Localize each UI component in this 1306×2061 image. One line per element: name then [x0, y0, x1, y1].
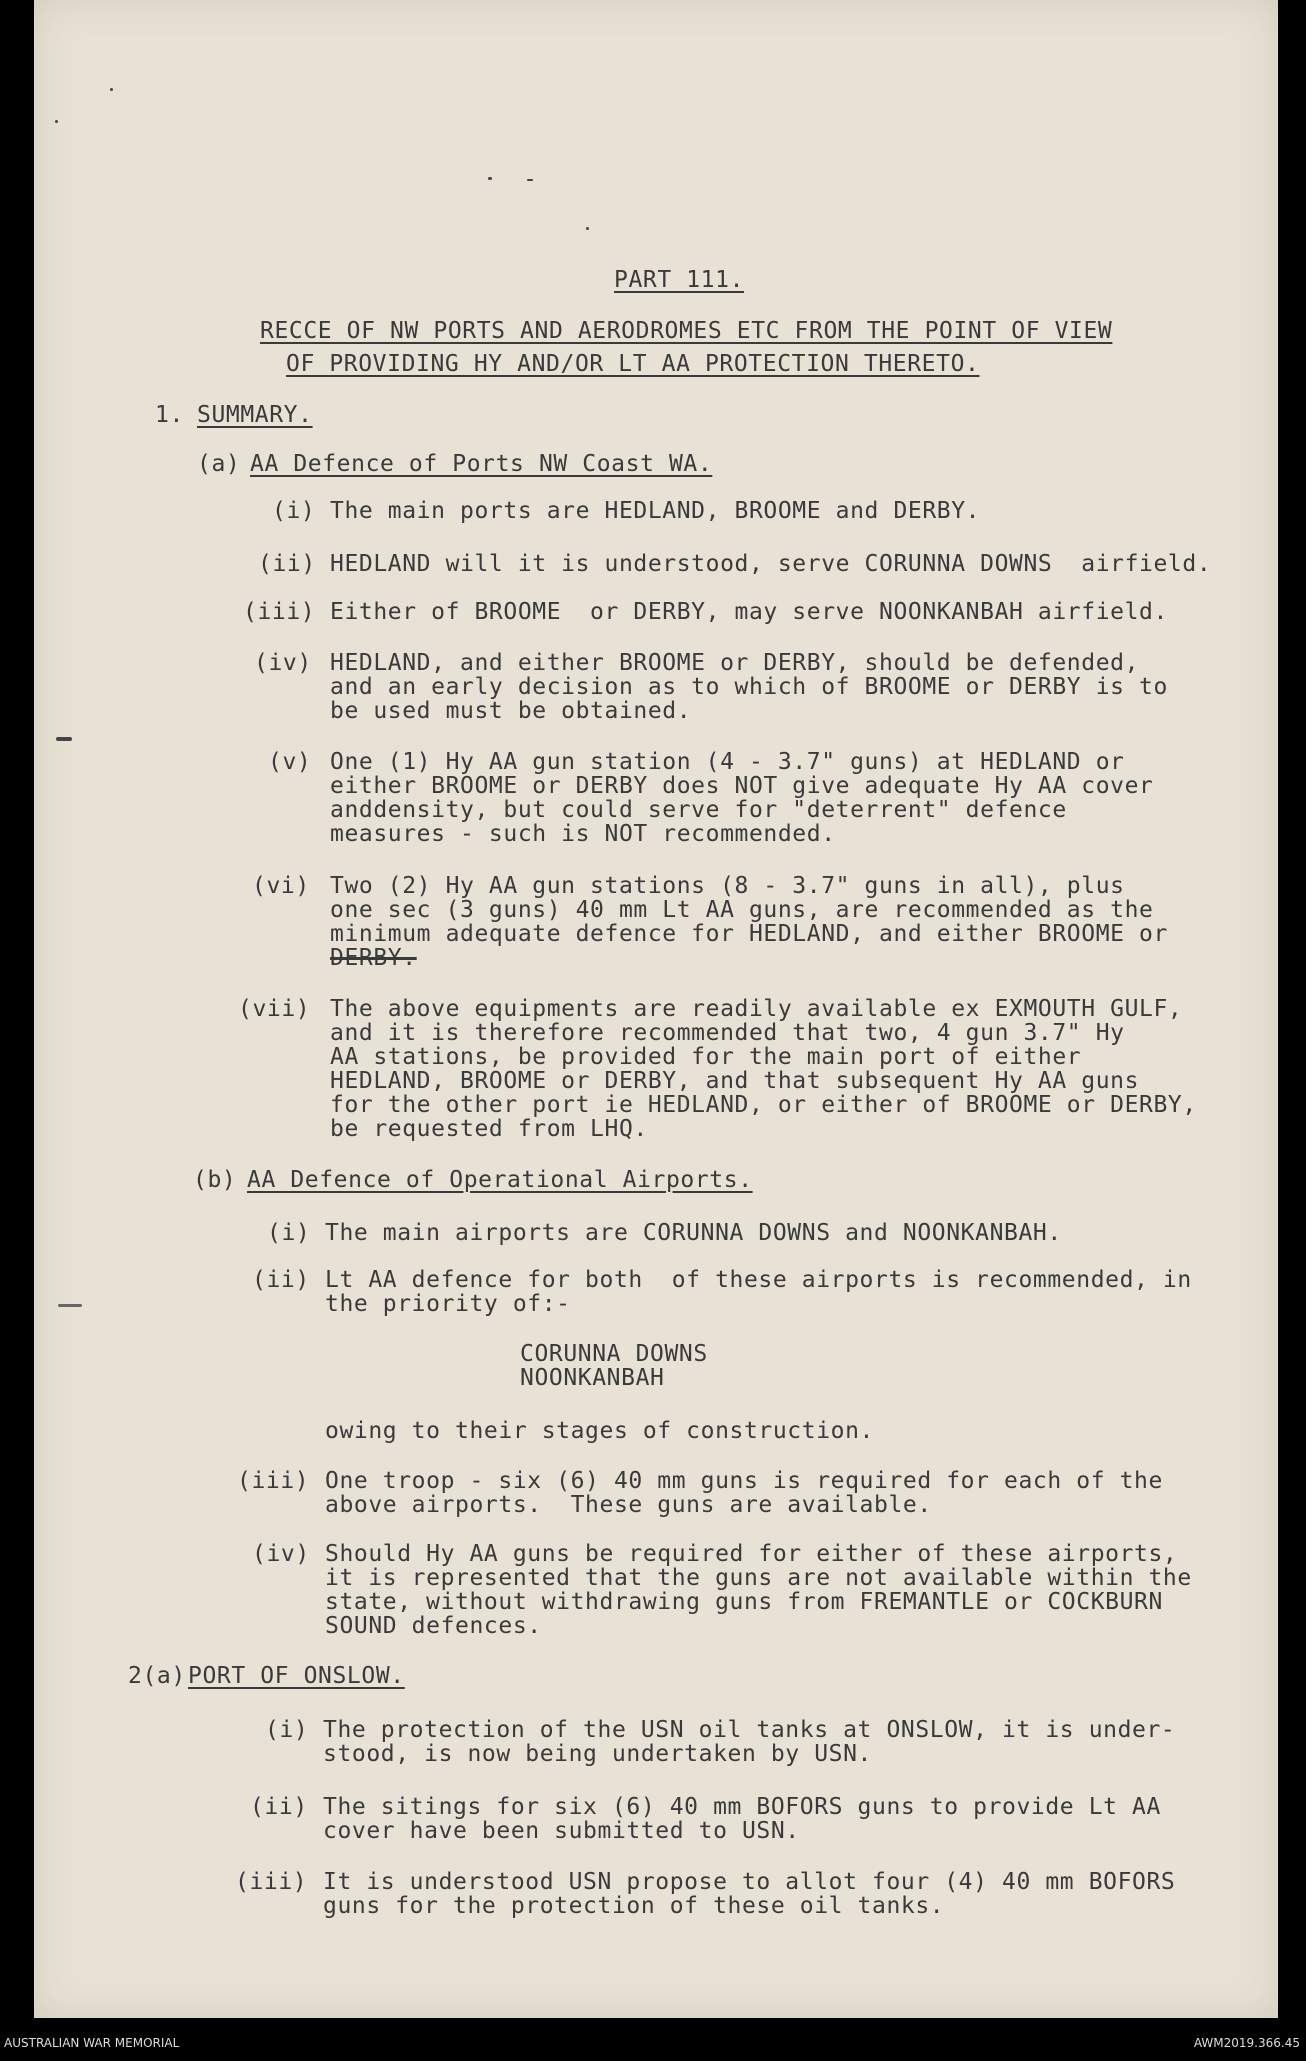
section-1-number: 1. [155, 402, 184, 428]
margin-mark [56, 737, 72, 741]
item-a-vi-line-2: one sec (3 guns) 40 mm Lt AA guns, are recommended as the [330, 897, 1154, 923]
item-a-vi-line-4: DERBY. [330, 945, 417, 971]
item-b-i-text: The main airports are CORUNNA DOWNS and NOONKANBAH. [325, 1220, 1062, 1246]
item-a-vii-line-4: HEDLAND, BROOME or DERBY, and that subsequent Hy AA guns [330, 1068, 1140, 1094]
item-a-v-line-3: anddensity, but could serve for "deterrent" defence [330, 797, 1067, 823]
item-b-iii-number: (iii) [237, 1468, 310, 1494]
margin-mark [58, 1304, 82, 1307]
subsection-b-label: (b) [193, 1167, 237, 1193]
heading-line-2: OF PROVIDING HY AND/OR LT AA PROTECTION THERETO. [286, 351, 980, 377]
subsection-b-title: AA Defence of Operational Airports. [247, 1167, 753, 1193]
item-a-v-number: (v) [268, 749, 312, 775]
airport-list-2: NOONKANBAH [520, 1365, 665, 1391]
item-a-vii-line-5: for the other port ie HEDLAND, or either of BROOME or DERBY, [330, 1092, 1197, 1118]
item-b-ii-line-2: the priority of:- [325, 1291, 571, 1317]
item-2-i-number: (i) [265, 1717, 309, 1743]
footer-reference: AWM2019.366.45 [1193, 2036, 1300, 2050]
item-a-ii-text: HEDLAND will it is understood, serve CORUNNA DOWNS airfield. [330, 551, 1212, 577]
ink-speck [55, 120, 58, 123]
section-1-title: SUMMARY. [197, 402, 313, 428]
ink-speck [488, 177, 492, 180]
item-a-iii-number: (iii) [243, 599, 316, 625]
item-a-vii-line-1: The above equipments are readily available ex EXMOUTH GULF, [330, 996, 1183, 1022]
page-title: PART 111. [614, 267, 745, 293]
item-a-vii-line-6: be requested from LHQ. [330, 1116, 648, 1142]
subsection-a-title: AA Defence of Ports NW Coast WA. [250, 451, 713, 477]
item-2-ii-line-2: cover have been submitted to USN. [323, 1818, 800, 1844]
airport-list-note: owing to their stages of construction. [325, 1418, 874, 1444]
item-a-vii-line-2: and it is therefore recommended that two, 4 gun 3.7" Hy [330, 1020, 1125, 1046]
item-b-iii-line-1: One troop - six (6) 40 mm guns is required for each of the [325, 1468, 1163, 1494]
item-a-vi-number: (vi) [252, 873, 310, 899]
heading-line-1: RECCE OF NW PORTS AND AERODROMES ETC FROM THE POINT OF VIEW [260, 318, 1113, 344]
item-a-vii-line-3: AA stations, be provided for the main port of either [330, 1044, 1082, 1070]
item-b-ii-line-1: Lt AA defence for both of these airports is recommended, in [325, 1267, 1192, 1293]
airport-list-1: CORUNNA DOWNS [520, 1341, 708, 1367]
item-a-vi-line-3: minimum adequate defence for HEDLAND, and either BROOME or [330, 921, 1168, 947]
item-b-i-number: (i) [267, 1220, 311, 1246]
item-2-i-line-2: stood, is now being undertaken by USN. [323, 1741, 872, 1767]
item-a-iv-line-1: HEDLAND, and either BROOME or DERBY, should be defended, [330, 650, 1140, 676]
ink-speck [527, 179, 533, 181]
item-a-v-line-4: measures - such is NOT recommended. [330, 821, 836, 847]
item-a-ii-number: (ii) [258, 551, 316, 577]
ink-speck [586, 227, 589, 230]
item-2-iii-line-1: It is understood USN propose to allot four (4) 40 mm BOFORS [323, 1869, 1176, 1895]
item-b-iii-line-2: above airports. These guns are available. [325, 1492, 932, 1518]
section-2-number: 2(a) [128, 1663, 186, 1689]
item-a-iv-number: (iv) [254, 650, 312, 676]
item-b-iv-number: (iv) [252, 1541, 310, 1567]
item-a-vi-line-1: Two (2) Hy AA gun stations (8 - 3.7" guns in all), plus [330, 873, 1125, 899]
item-b-iv-line-2: it is represented that the guns are not available within the [325, 1565, 1192, 1591]
item-2-iii-line-2: guns for the protection of these oil tanks. [323, 1893, 945, 1919]
item-a-iv-line-2: and an early decision as to which of BROOME or DERBY is to [330, 674, 1168, 700]
item-a-v-line-1: One (1) Hy AA gun station (4 - 3.7" guns) at HEDLAND or [330, 749, 1125, 775]
item-a-i-text: The main ports are HEDLAND, BROOME and DERBY. [330, 498, 981, 524]
subsection-a-label: (a) [197, 451, 241, 477]
item-a-v-line-2: either BROOME or DERBY does NOT give adequate Hy AA cover [330, 773, 1154, 799]
item-a-vii-number: (vii) [238, 996, 311, 1022]
item-2-iii-number: (iii) [235, 1869, 308, 1895]
item-b-iv-line-1: Should Hy AA guns be required for either of these airports, [325, 1541, 1178, 1567]
item-2-ii-number: (ii) [250, 1794, 308, 1820]
item-2-i-line-1: The protection of the USN oil tanks at ONSLOW, it is under- [323, 1717, 1176, 1743]
item-a-i-number: (i) [272, 498, 316, 524]
section-2-title: PORT OF ONSLOW. [188, 1663, 405, 1689]
item-b-iv-line-4: SOUND defences. [325, 1613, 542, 1639]
footer-institution: AUSTRALIAN WAR MEMORIAL [4, 2036, 180, 2050]
item-a-iii-text: Either of BROOME or DERBY, may serve NOONKANBAH airfield. [330, 599, 1168, 625]
item-b-ii-number: (ii) [252, 1267, 310, 1293]
item-b-iv-line-3: state, without withdrawing guns from FREMANTLE or COCKBURN [325, 1589, 1163, 1615]
item-2-ii-line-1: The sitings for six (6) 40 mm BOFORS guns to provide Lt AA [323, 1794, 1161, 1820]
item-a-iv-line-3: be used must be obtained. [330, 698, 692, 724]
ink-speck [110, 88, 113, 91]
